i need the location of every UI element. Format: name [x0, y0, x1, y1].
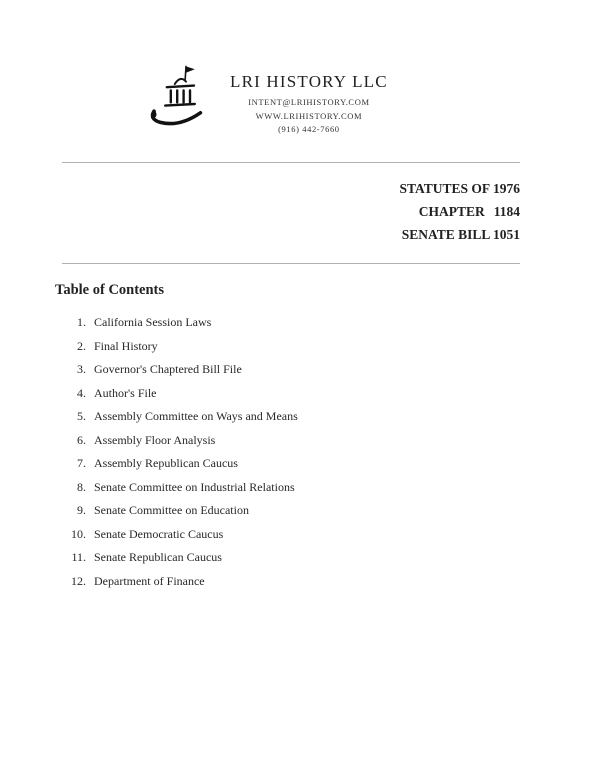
toc-item-label: California Session Laws — [94, 315, 212, 329]
toc-item — [0, 315, 600, 329]
toc-item-label: Assembly Republican Caucus — [94, 456, 238, 470]
company-website: WWW.LRIHISTORY.COM — [255, 110, 363, 121]
toc-item — [0, 409, 600, 423]
divider-top — [62, 162, 520, 163]
toc-item — [0, 362, 600, 376]
toc-item-number: 7. — [77, 456, 86, 470]
toc-item — [0, 550, 600, 564]
toc-item — [0, 433, 600, 447]
divider-bottom — [62, 263, 520, 264]
toc-title: Table of Contents — [55, 282, 165, 298]
toc-item-number: 8. — [77, 479, 86, 494]
toc-item-label: Senate Democratic Caucus — [94, 526, 224, 541]
toc-item-label: Senate Committee on Industrial Relations — [94, 479, 295, 494]
toc-item-label: Department of Finance — [94, 573, 205, 588]
toc-item-label: Author's File — [94, 385, 157, 400]
company-email: INTENT@LRIHISTORY.COM — [248, 97, 370, 107]
toc-item-number: 6. — [77, 432, 86, 447]
toc-item-label: Assembly Floor Analysis — [94, 432, 216, 447]
statutes-line: STATUTES OF 1976 — [399, 181, 520, 196]
toc-item-label: Final History — [94, 338, 158, 353]
toc-item-label: Senate Republican Caucus — [94, 550, 222, 564]
letterhead-text — [230, 60, 388, 137]
company-phone: (916) 442-7660 — [278, 124, 340, 135]
chapter-label: CHAPTER — [418, 204, 485, 219]
toc-item-number: 11. — [71, 550, 86, 564]
chapter-line — [0, 200, 520, 223]
toc-item-number: 2. — [77, 338, 86, 353]
senate-bill-line: SENATE BILL 1051 — [401, 227, 520, 242]
toc-item — [0, 456, 600, 470]
chapter-number: 1184 — [493, 204, 520, 219]
toc-item — [0, 339, 600, 353]
toc-item — [0, 574, 600, 588]
toc-item — [0, 503, 600, 517]
toc-item-number: 5. — [77, 409, 86, 423]
toc-item-number: 3. — [77, 362, 86, 376]
toc-item-label: Senate Committee on Education — [94, 503, 249, 517]
toc-item-number: 9. — [77, 503, 86, 517]
toc-item-label: Governor's Chaptered Bill File — [94, 362, 242, 376]
toc-list — [0, 315, 600, 588]
toc-item-number: 10. — [71, 526, 86, 541]
reference-block — [0, 177, 520, 246]
toc-item — [0, 527, 600, 541]
toc-item-number: 12. — [71, 573, 86, 588]
toc-item — [0, 386, 600, 400]
company-name: LRI HISTORY LLC — [230, 72, 388, 91]
toc-item — [0, 480, 600, 494]
toc-item-number: 1. — [77, 315, 86, 329]
capitol-sketch-logo-icon — [138, 60, 218, 140]
toc-item-label: Assembly Committee on Ways and Means — [94, 409, 298, 423]
toc-item-number: 4. — [77, 385, 86, 400]
letterhead — [0, 0, 600, 140]
